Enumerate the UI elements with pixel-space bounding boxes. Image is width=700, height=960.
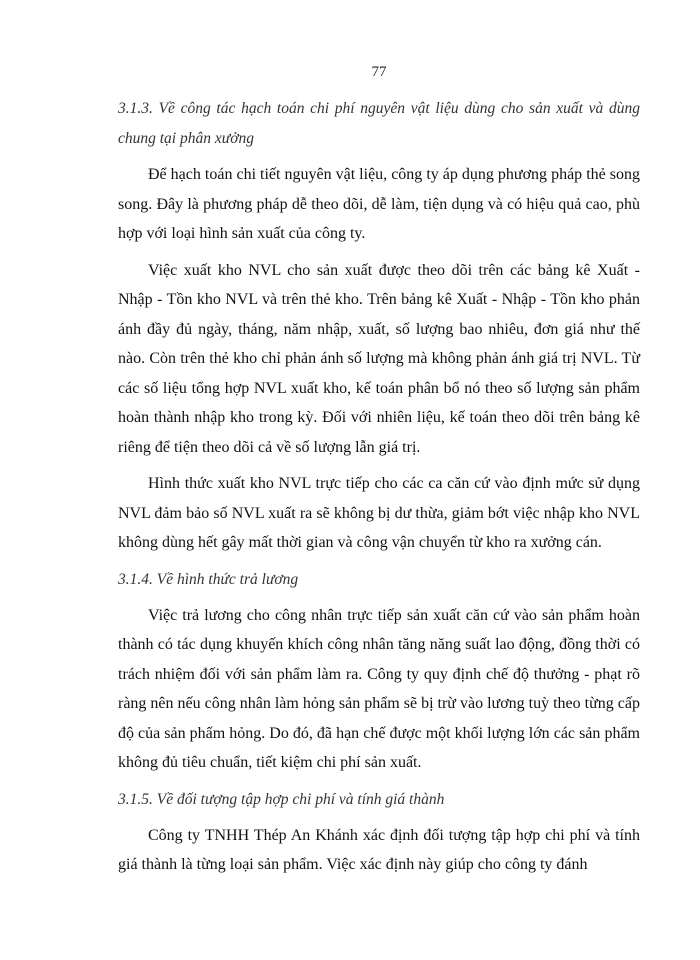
paragraph: Hình thức xuất kho NVL trực tiếp cho các ca căn cứ vào định mức sử dụng NVL đảm bảo số NVL xuất ra sẽ không bị dư thừa, giảm bớt việc nhập kho NVL không dùng hết gây mất thời gian và công vận chuyển từ kho ra xưởng cán. [118, 475, 640, 551]
paragraph: Để hạch toán chi tiết nguyên vật liệu, công ty áp dụng phương pháp thẻ song song. Đây là phương pháp dễ theo dõi, dễ làm, tiện dụng và có hiệu quả cao, phù hợp với loại hình sản xuất của công ty. [118, 166, 640, 242]
document-body [118, 94, 640, 880]
paragraph: Công ty TNHH Thép An Khánh xác định đối tượng tập hợp chi phí và tính giá thành là từng loại sản phẩm. Việc xác định này giúp cho công ty đánh [118, 826, 640, 873]
section-heading-3-1-3: 3.1.3. Về công tác hạch toán chi phí nguyên vật liệu dùng cho sản xuất và dùng chung tại phân xưởng [118, 100, 640, 147]
section-heading-3-1-5: 3.1.5. Về đối tượng tập hợp chi phí và tính giá thành [118, 790, 445, 808]
page-number: 77 [371, 64, 387, 80]
paragraph: Việc xuất kho NVL cho sản xuất được theo dõi trên các bảng kê Xuất - Nhập - Tồn kho NVL và trên thẻ kho. Trên bảng kê Xuất - Nhập - Tồn kho phản ánh đầy đủ ngày, tháng, năm nhập, xuất, số lượng bao nhiêu, đơn giá như thế nào. Còn trên thẻ kho chỉ phản ánh số lượng mà không phản ánh giá trị NVL. Từ các số liệu tổng hợp NVL xuất kho, kế toán phân bổ nó theo số lượng sản phẩm hoàn thành nhập kho trong kỳ. Đối với nhiên liệu, kế toán theo dõi trên bảng kê riêng để tiện theo dõi cả về số lượng lẫn giá trị. [118, 261, 640, 456]
paragraph: Việc trả lương cho công nhân trực tiếp sản xuất căn cứ vào sản phẩm hoàn thành có tác dụng khuyến khích công nhân tăng năng suất lao động, đồng thời có trách nhiệm đối với sản phẩm làm ra. Công ty quy định chế độ thưởng - phạt rõ ràng nên nếu công nhân làm hỏng sản phẩm sẽ bị trừ vào lương tuỳ theo từng cấp độ của sản phẩm hỏng. Do đó, đã hạn chế được một khối lượng lớn các sản phẩm không đủ tiêu chuẩn, tiết kiệm chi phí sản xuất. [118, 606, 640, 771]
section-heading-3-1-4: 3.1.4. Về hình thức trả lương [118, 570, 299, 588]
